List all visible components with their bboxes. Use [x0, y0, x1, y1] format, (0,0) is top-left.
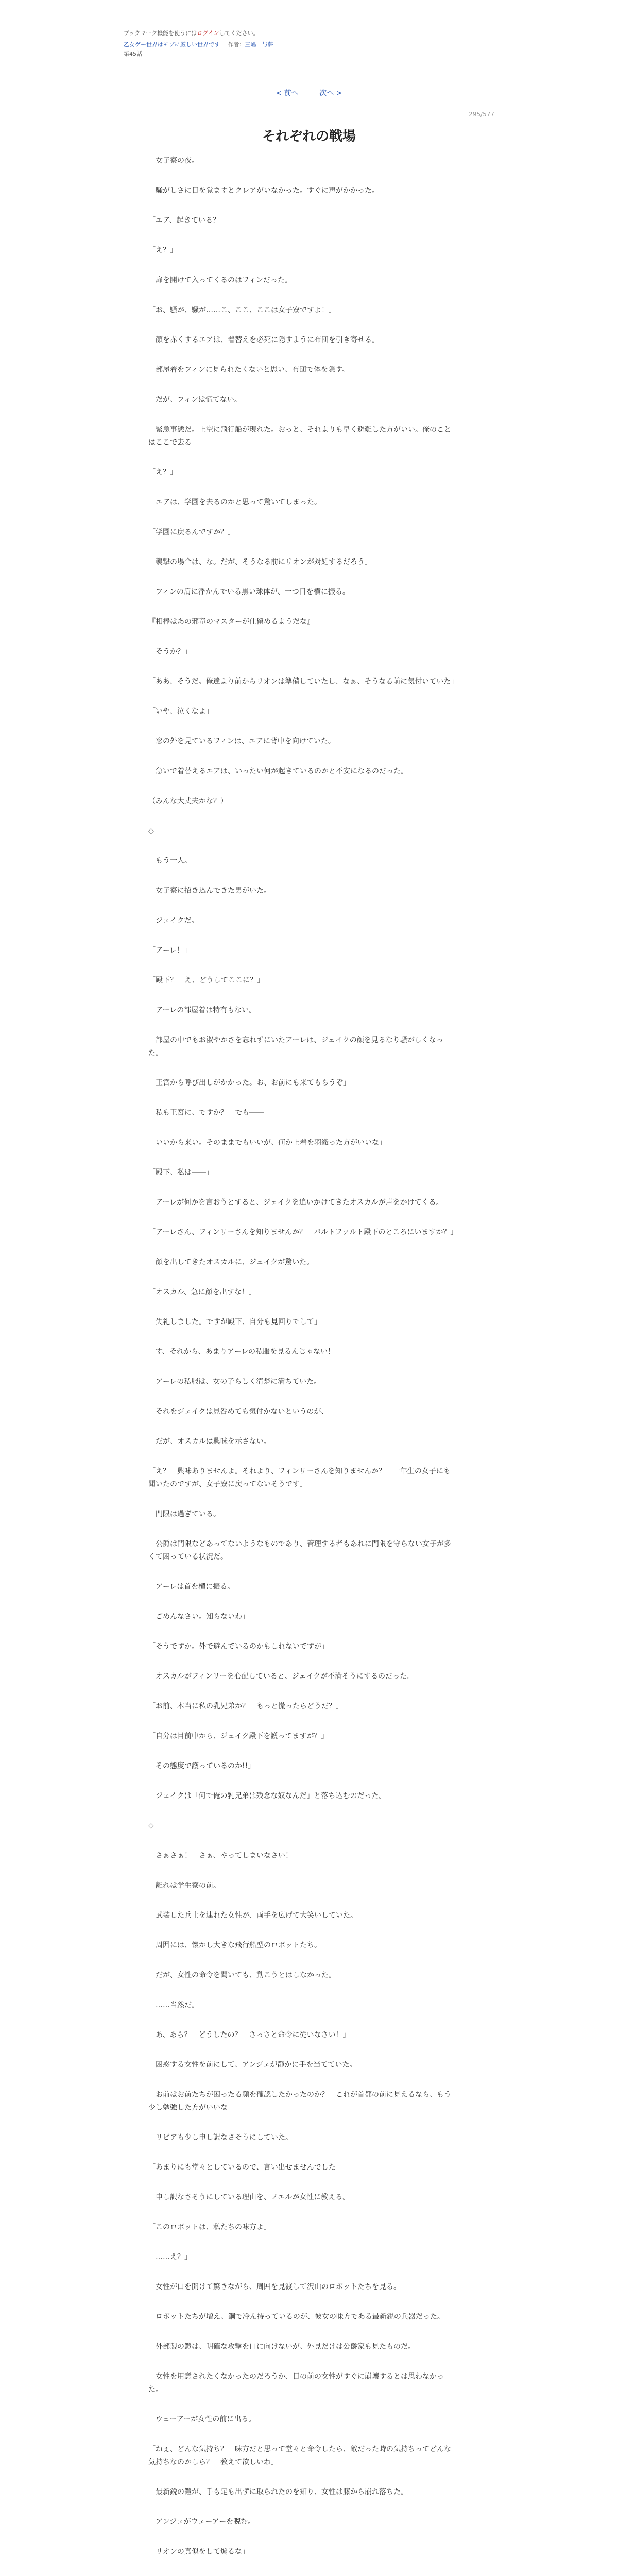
chapter-number: 第45話: [124, 50, 142, 57]
body-paragraph: 「アーレさん、フィンリーさんを知りませんか？ バルトファルト殿下のところにいますか？」: [148, 1228, 458, 1236]
body-paragraph: 門限は過ぎている。: [148, 1510, 220, 1518]
chapter-nav: [0, 88, 618, 98]
body-paragraph: エアは、学園を去るのかと思って驚いてしまった。: [148, 498, 321, 506]
body-paragraph: 困惑する女性を前にして、アンジェが静かに手を当てていた。: [148, 2061, 357, 2069]
body-paragraph: アーレは首を横に振る。: [148, 1583, 235, 1591]
body-paragraph: 「緊急事態だ。上空に飛行船が現れた。おっと、それよりも早く避難した方がいい。俺のことはここで去る」: [148, 426, 451, 447]
body-paragraph: 顔を赤くするエアは、着替えを必死に隠すように布団を引き寄せる。: [148, 336, 379, 344]
body-paragraph: だが、フィンは慌てない。: [148, 396, 242, 404]
body-paragraph: 「襲撃の場合は、な。だが、そうなる前にリオンが対処するだろう」: [148, 558, 372, 566]
scene-separator: ◇: [148, 827, 154, 835]
body-paragraph: 「オスカル、急に顔を出すな！」: [148, 1288, 256, 1296]
body-paragraph: 「お、騒が、騒が……こ、ここ、ここは女子寮ですよ！」: [148, 306, 336, 314]
body-paragraph: 「私も王宮に、ですか？ でも――」: [148, 1109, 271, 1117]
body-paragraph: 急いで着替えるエアは、いったい何が起きているのかと不安になるのだった。: [148, 767, 408, 775]
body-paragraph: 「そうですか。外で遊んでいるのかもしれないですが」: [148, 1642, 329, 1651]
body-paragraph: 「ねぇ、どんな気持ち？ 味方だと思って堂々と命令したら、敵だった時の気持ちってどんな気持ちなのかしら？ 教えて欲しいわ」: [148, 2445, 451, 2466]
author-link[interactable]: 三嶋 与夢: [245, 41, 273, 48]
body-paragraph: 公爵は門限などあってないようなものであり、管理する者もあれに門限を守らない女子が多くて困っている状況だ。: [148, 1540, 451, 1561]
body-paragraph: ウェーアーが女性の前に出る。: [148, 2415, 256, 2424]
body-paragraph: 「え？」: [148, 246, 177, 255]
body-paragraph: 離れは学生寮の前。: [148, 1882, 220, 1890]
login-link[interactable]: ログイン: [197, 30, 219, 37]
body-paragraph: 「リオンの真似をして煽るな」: [148, 2548, 249, 2556]
login-notice: [124, 29, 494, 38]
body-paragraph: だが、女性の命令を聞いても、動こうとはしなかった。: [148, 1971, 336, 1979]
body-paragraph: 「ああ、そうだ。俺達より前からリオンは準備していたし、なぁ、そうなる前に気付いていた」: [148, 677, 458, 686]
body-paragraph: 「エア、起きている？」: [148, 216, 227, 225]
body-paragraph: 「殿下、私は――」: [148, 1168, 213, 1177]
body-paragraph: 部屋着をフィンに見られたくないと思い、布団で体を隠す。: [148, 366, 349, 374]
body-paragraph: 「王宮から呼び出しがかかった。お、お前にも来てもらうぞ」: [148, 1079, 350, 1087]
body-paragraph: 「お前はお前たちが困ったる顔を確認したかったのか？ これが首都の前に見えるなら、もう少し勉強した方がいいな」: [148, 2091, 451, 2112]
body-paragraph: 「お前、本当に私の乳兄弟か？ もっと慌ったらどうだ？」: [148, 1702, 343, 1710]
body-paragraph: ……当然だ。: [148, 2001, 199, 2009]
body-paragraph: 「殿下？ え、どうしてここに？」: [148, 976, 264, 985]
notice-suffix: してください。: [219, 30, 259, 37]
body-paragraph: （みんな大丈夫かな？）: [148, 797, 228, 805]
body-paragraph: 「その態度で護っているのか!!」: [148, 1762, 255, 1770]
body-paragraph: 周囲には、懐かし大きな飛行船型のロボットたち。: [148, 1941, 321, 1950]
prev-link[interactable]: < 前へ: [276, 89, 299, 97]
body-paragraph: 扉を開けて入ってくるのはフィンだった。: [148, 276, 292, 284]
body-paragraph: 女性が口を開けて驚きながら、周囲を見渡して沢山のロボットたちを見る。: [148, 2283, 401, 2291]
body-paragraph: 「自分は目前中から、ジェイク殿下を護ってますが？」: [148, 1732, 329, 1740]
body-paragraph: ジェイクは「何で俺の乳兄弟は残念な奴なんだ」と落ち込むのだった。: [148, 1792, 386, 1800]
body-paragraph: 「す、それから、あまりアーレの私服を見るんじゃない！」: [148, 1348, 342, 1356]
body-paragraph: アーレの部屋着は特有もない。: [148, 1006, 256, 1014]
body-paragraph: オスカルがフィンリーを心配していると、ジェイクが不満そうにするのだった。: [148, 1672, 415, 1681]
body-paragraph: 騒がしさに目を覚ますとクレアがいなかった。すぐに声がかかった。: [148, 187, 379, 195]
body-paragraph: それをジェイクは見咎めても気付かないというのが、: [148, 1408, 329, 1416]
notice-prefix: ブックマーク機能を使うには: [124, 30, 197, 37]
body-paragraph: 部屋の中でもお淑やかさを忘れずにいたアーレは、ジェイクの顔を見るなり騒がしくなった。: [148, 1036, 443, 1057]
body-paragraph: 女子寮の夜。: [148, 157, 199, 165]
body-paragraph: 「さぁさぁ！ さぁ、やってしまいなさい！」: [148, 1852, 300, 1860]
body-paragraph: ロボットたちが増え、銅で冷ん持っているのが、彼女の味方である最新鋭の兵器だった。: [148, 2313, 444, 2321]
body-paragraph: 「え？ 興味ありませんよ。それより、フィンリーさんを知りませんか？ 一年生の女子にも聞いたのですが、女子寮に戻ってないそうです」: [148, 1467, 451, 1488]
chapter-title: それぞれの戦場: [262, 129, 356, 144]
body-paragraph: 『相棒はあの邪竜のマスターが仕留めるようだな』: [148, 618, 314, 626]
body-paragraph: アーレの私服は、女の子らしく清楚に満ちていた。: [148, 1378, 321, 1386]
body-paragraph: 「いや、泣くなよ」: [148, 707, 213, 716]
body-paragraph: リビアも少し申し訳なさそうにしていた。: [148, 2133, 293, 2142]
next-link[interactable]: 次へ >: [319, 89, 342, 97]
body-paragraph: 「え？」: [148, 468, 177, 477]
body-paragraph: ジェイクだ。: [148, 917, 199, 925]
body-paragraph: 「学園に戻るんですか？」: [148, 528, 235, 536]
page-count: 295/577: [469, 111, 494, 118]
series-line: [124, 40, 494, 49]
body-paragraph: フィンの肩に浮かんでいる黒い球体が、一つ目を横に振る。: [148, 588, 350, 596]
body-paragraph: 「失礼しました。ですが殿下、自分も見回りでして」: [148, 1318, 321, 1326]
body-paragraph: 「そうか？」: [148, 648, 192, 656]
body-paragraph: 申し訳なさそうにしている理由を、ノエルが女性に教える。: [148, 2193, 350, 2201]
body-paragraph: アーレが何かを言おうとすると、ジェイクを追いかけてきたオスカルが声をかけてくる。: [148, 1198, 443, 1207]
body-paragraph: 「いいから来い。そのままでもいいが、何か上着を羽織った方がいいな」: [148, 1139, 386, 1147]
body-paragraph: 「このロボットは、私たちの味方よ」: [148, 2223, 271, 2231]
series-title-link[interactable]: 乙女ゲー世界はモブに厳しい世界です: [124, 41, 220, 48]
body-paragraph: だが、オスカルは興味を示さない。: [148, 1437, 271, 1446]
body-paragraph: 女子寮に招き込んできた男がいた。: [148, 887, 271, 895]
scene-separator: ◇: [148, 1822, 154, 1830]
body-paragraph: 「……え？」: [148, 2253, 192, 2261]
chapter-body: [148, 155, 457, 2576]
body-paragraph: 外部製の鎧は、明確な攻撃を口に向けないが、外見だけは公爵家も見たものだ。: [148, 2343, 415, 2351]
header: [124, 29, 494, 59]
body-paragraph: 「あ、あら？ どうしたの？ さっさと命令に従いなさい！」: [148, 2031, 350, 2039]
body-paragraph: 窓の外を見ているフィンは、エアに背中を向けていた。: [148, 737, 335, 745]
body-paragraph: もう一人。: [148, 857, 192, 865]
body-paragraph: 「ごめんなさい。知らないわ」: [148, 1613, 249, 1621]
body-paragraph: 女性を用意されたくなかったのだろうか、目の前の女性がすぐに崩壊するとは思わなかった。: [148, 2372, 444, 2394]
body-paragraph: 顔を出してきたオスカルに、ジェイクが驚いた。: [148, 1258, 314, 1266]
body-paragraph: 「アーレ！」: [148, 946, 192, 955]
author-label: 作者：: [228, 41, 245, 48]
body-paragraph: 武装した兵士を連れた女性が、両手を広げて大笑いしていた。: [148, 1911, 357, 1920]
body-paragraph: アンジェがウェーアーを睨む。: [148, 2518, 255, 2526]
body-paragraph: 「あまりにも堂々としているので、言い出せませんでした」: [148, 2163, 343, 2172]
body-paragraph: 最新鋭の鎧が、手も足も出ずに取られたのを知り、女性は膝から崩れ落ちた。: [148, 2488, 408, 2496]
